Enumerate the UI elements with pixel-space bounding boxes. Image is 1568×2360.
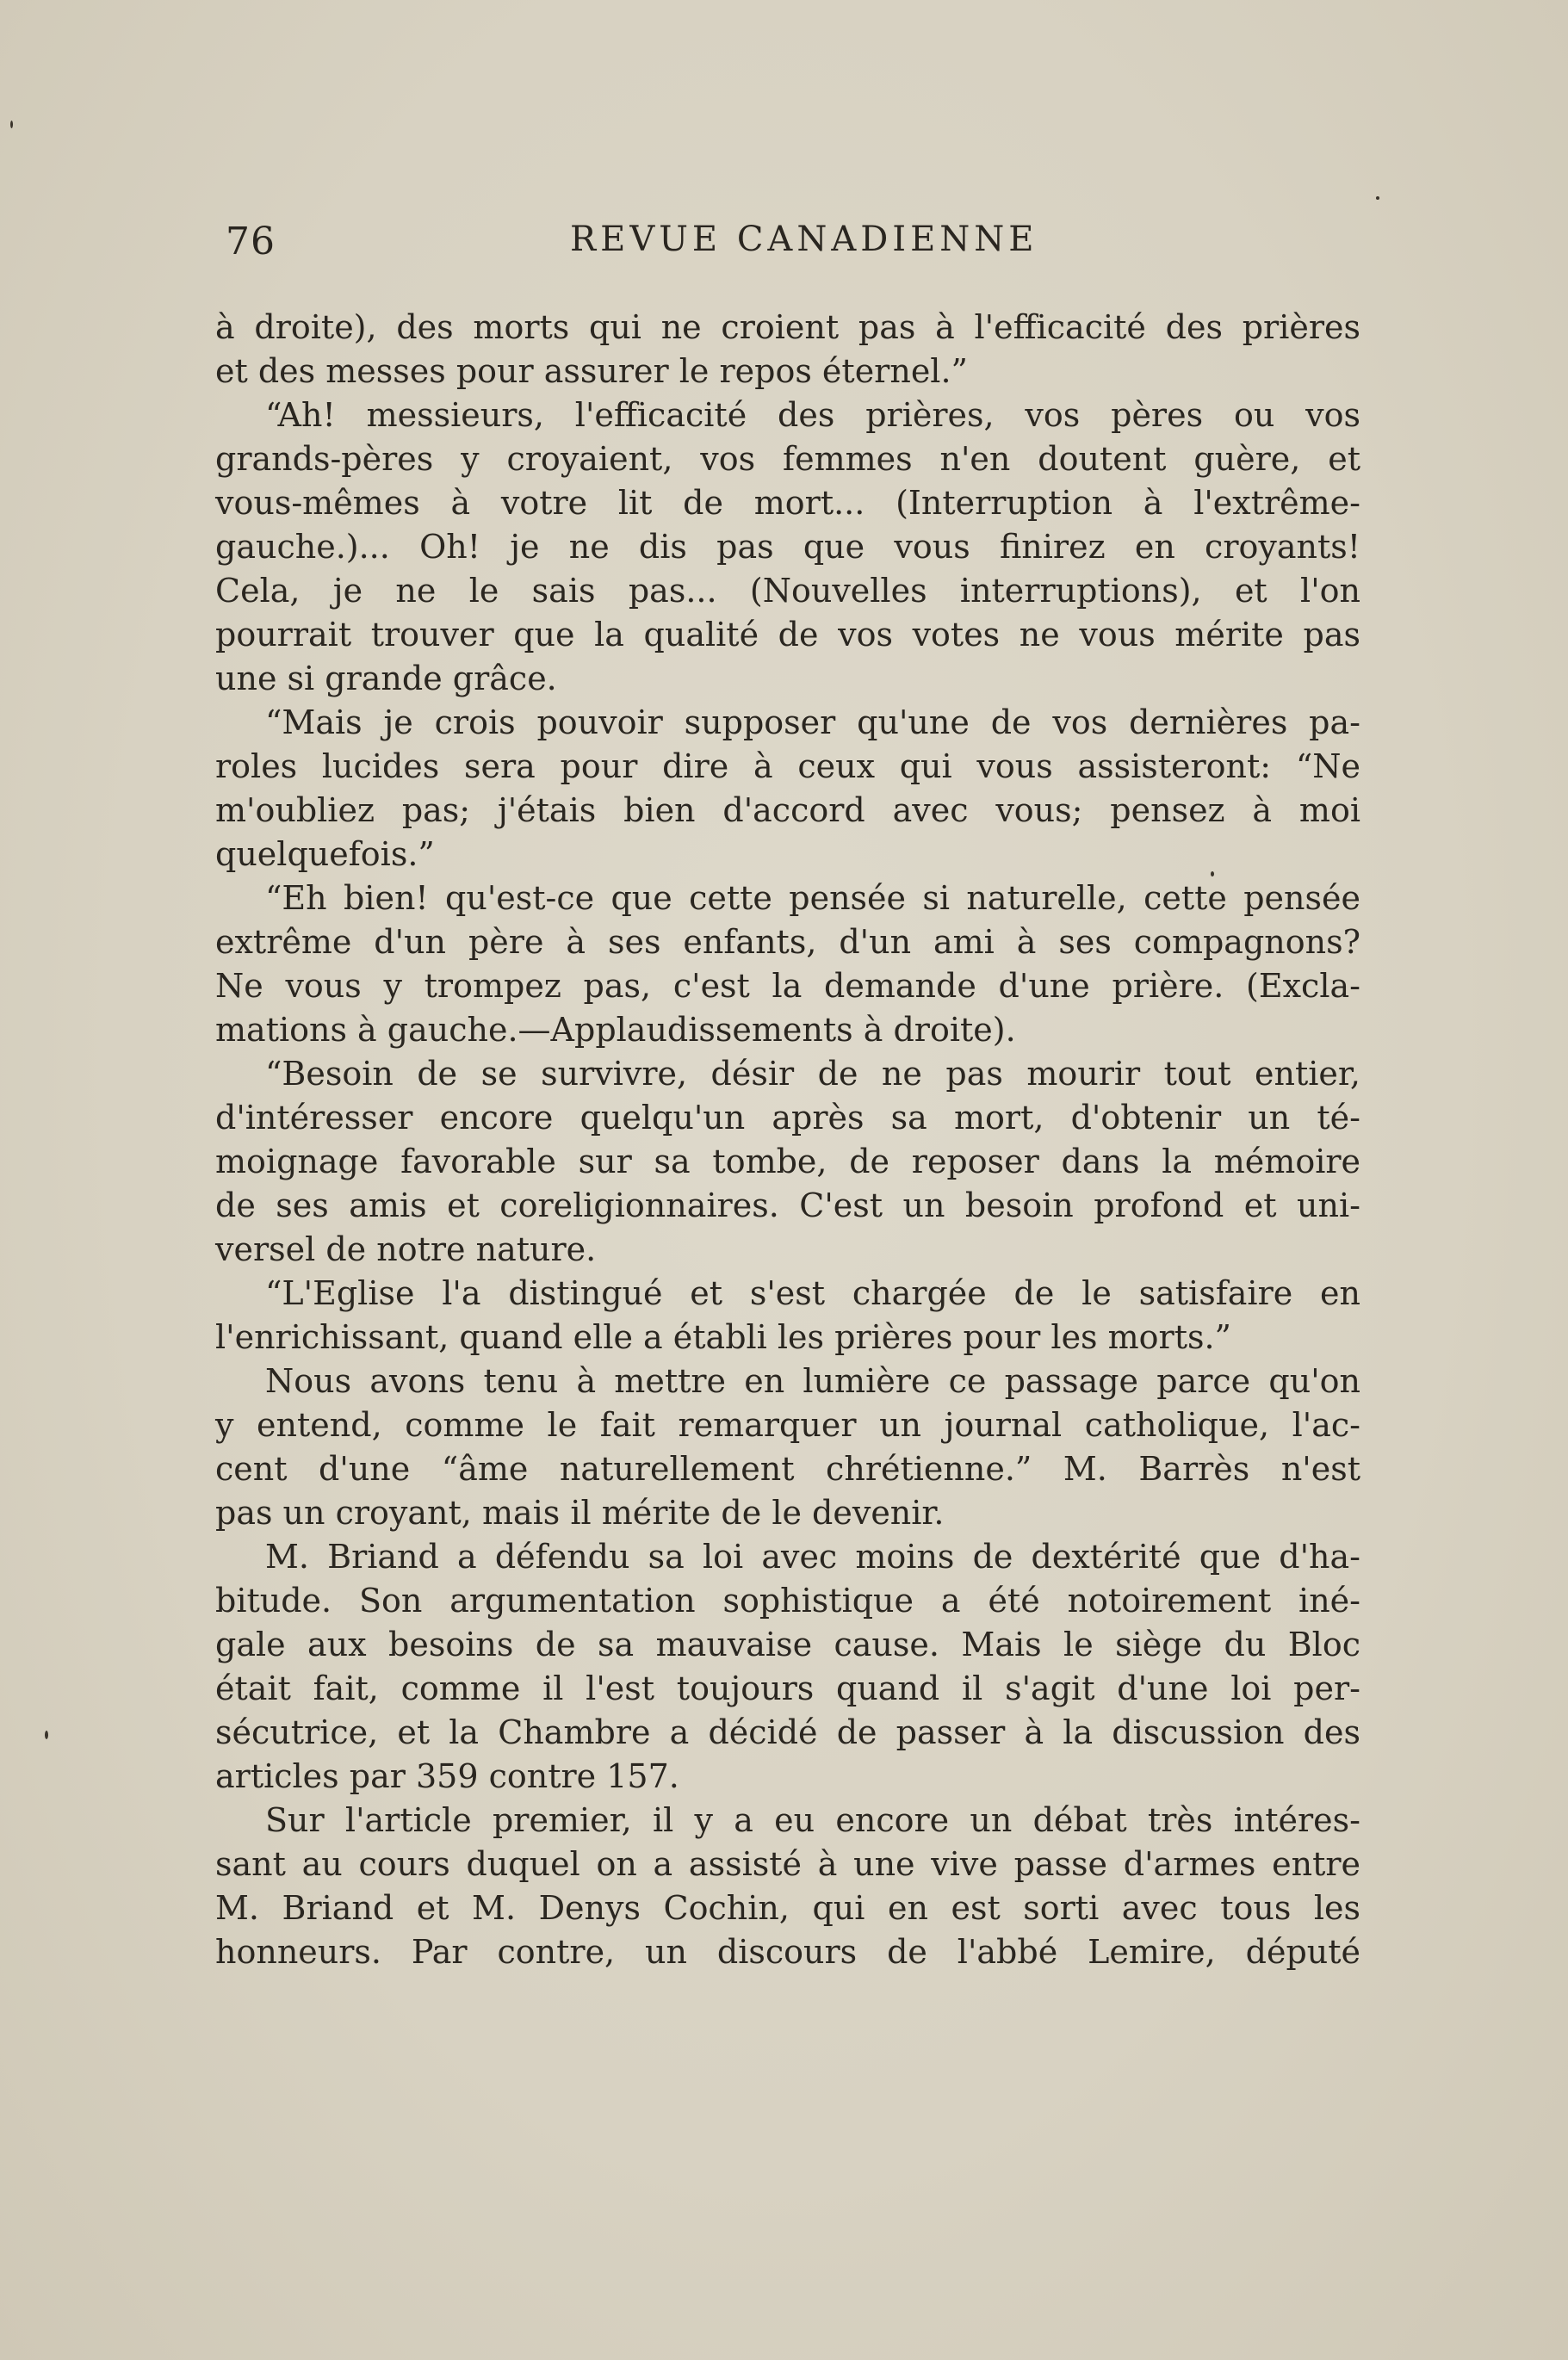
text-line: était fait, comme il l'est toujours quand il s'agit d'une loi per-: [215, 1669, 1360, 1707]
text-line: Sur l'article premier, il y a eu encore un débat très intéres-: [265, 1801, 1360, 1839]
text-line: “L'Eglise l'a distingué et s'est chargée de le satisfaire en: [265, 1274, 1360, 1312]
text-line: sécutrice, et la Chambre a décidé de passer à la discussion des: [215, 1713, 1360, 1751]
text-line: de ses amis et coreligionnaires. C'est un besoin profond et uni-: [215, 1186, 1360, 1224]
text-line: sant au cours duquel on a assisté à une vive passe d'armes entre: [215, 1845, 1360, 1883]
text-line: quelquefois.”: [215, 835, 435, 873]
text-line: m'oubliez pas; j'étais bien d'accord avec vous; pensez à moi: [215, 791, 1360, 829]
text-line: versel de notre nature.: [215, 1230, 597, 1268]
text-line: extrême d'un père à ses enfants, d'un ami à ses compagnons?: [215, 923, 1360, 961]
scan-speck: [1376, 196, 1379, 200]
text-line: l'enrichissant, quand elle a établi les prières pour les morts.”: [215, 1318, 1231, 1356]
text-line: grands-pères y croyaient, vos femmes n'en doutent guère, et: [215, 440, 1360, 478]
text-line: et des messes pour assurer le repos éternel.”: [215, 352, 968, 390]
scan-speck: [10, 121, 13, 128]
text-line: mations à gauche.—Applaudissements à droite).: [215, 1011, 1016, 1049]
page-number: 76: [226, 220, 276, 263]
text-line: pas un croyant, mais il mérite de le devenir.: [215, 1494, 945, 1532]
text-line: “Ah! messieurs, l'efficacité des prières, vos pères ou vos: [265, 396, 1360, 434]
text-line: à droite), des morts qui ne croient pas à l'efficacité des prières: [215, 308, 1360, 346]
text-line: “Besoin de se survivre, désir de ne pas mourir tout entier,: [265, 1055, 1360, 1093]
text-line: gauche.)... Oh! je ne dis pas que vous finirez en croyants!: [215, 528, 1360, 566]
text-line: Ne vous y trompez pas, c'est la demande d'une prière. (Excla-: [215, 967, 1360, 1005]
text-line: Nous avons tenu à mettre en lumière ce passage parce qu'on: [265, 1362, 1360, 1400]
text-line: “Eh bien! qu'est-ce que cette pensée si naturelle, cette pensée: [265, 879, 1360, 917]
body-text: [215, 306, 1360, 1974]
text-line: gale aux besoins de sa mauvaise cause. Mais le siège du Bloc: [215, 1626, 1360, 1663]
text-line: y entend, comme le fait remarquer un journal catholique, l'ac-: [215, 1406, 1360, 1444]
text-line: vous-mêmes à votre lit de mort... (Interruption à l'extrême-: [215, 484, 1360, 522]
text-line: M. Briand et M. Denys Cochin, qui en est sorti avec tous les: [215, 1889, 1360, 1927]
text-line: pourrait trouver que la qualité de vos votes ne vous mérite pas: [215, 616, 1360, 653]
text-line: cent d'une “âme naturellement chrétienne.” M. Barrès n'est: [215, 1450, 1360, 1488]
text-line: une si grande grâce.: [215, 660, 557, 697]
page-header: [226, 220, 1362, 271]
text-line: bitude. Son argumentation sophistique a été notoirement iné-: [215, 1582, 1360, 1620]
text-line: “Mais je crois pouvoir supposer qu'une de vos dernières pa-: [265, 703, 1360, 741]
scan-speck: [45, 1731, 48, 1739]
text-line: honneurs. Par contre, un discours de l'abbé Lemire, député: [215, 1933, 1360, 1971]
running-title: REVUE CANADIENNE: [570, 220, 1038, 259]
text-line: moignage favorable sur sa tombe, de reposer dans la mémoire: [215, 1143, 1360, 1180]
text-line: articles par 359 contre 157.: [215, 1757, 679, 1795]
text-line: roles lucides sera pour dire à ceux qui vous assisteront: “Ne: [215, 747, 1360, 785]
text-line: Cela, je ne le sais pas... (Nouvelles interruptions), et l'on: [215, 572, 1360, 610]
text-line: d'intéresser encore quelqu'un après sa mort, d'obtenir un té-: [215, 1099, 1360, 1137]
text-line: M. Briand a défendu sa loi avec moins de dextérité que d'ha-: [265, 1538, 1360, 1576]
